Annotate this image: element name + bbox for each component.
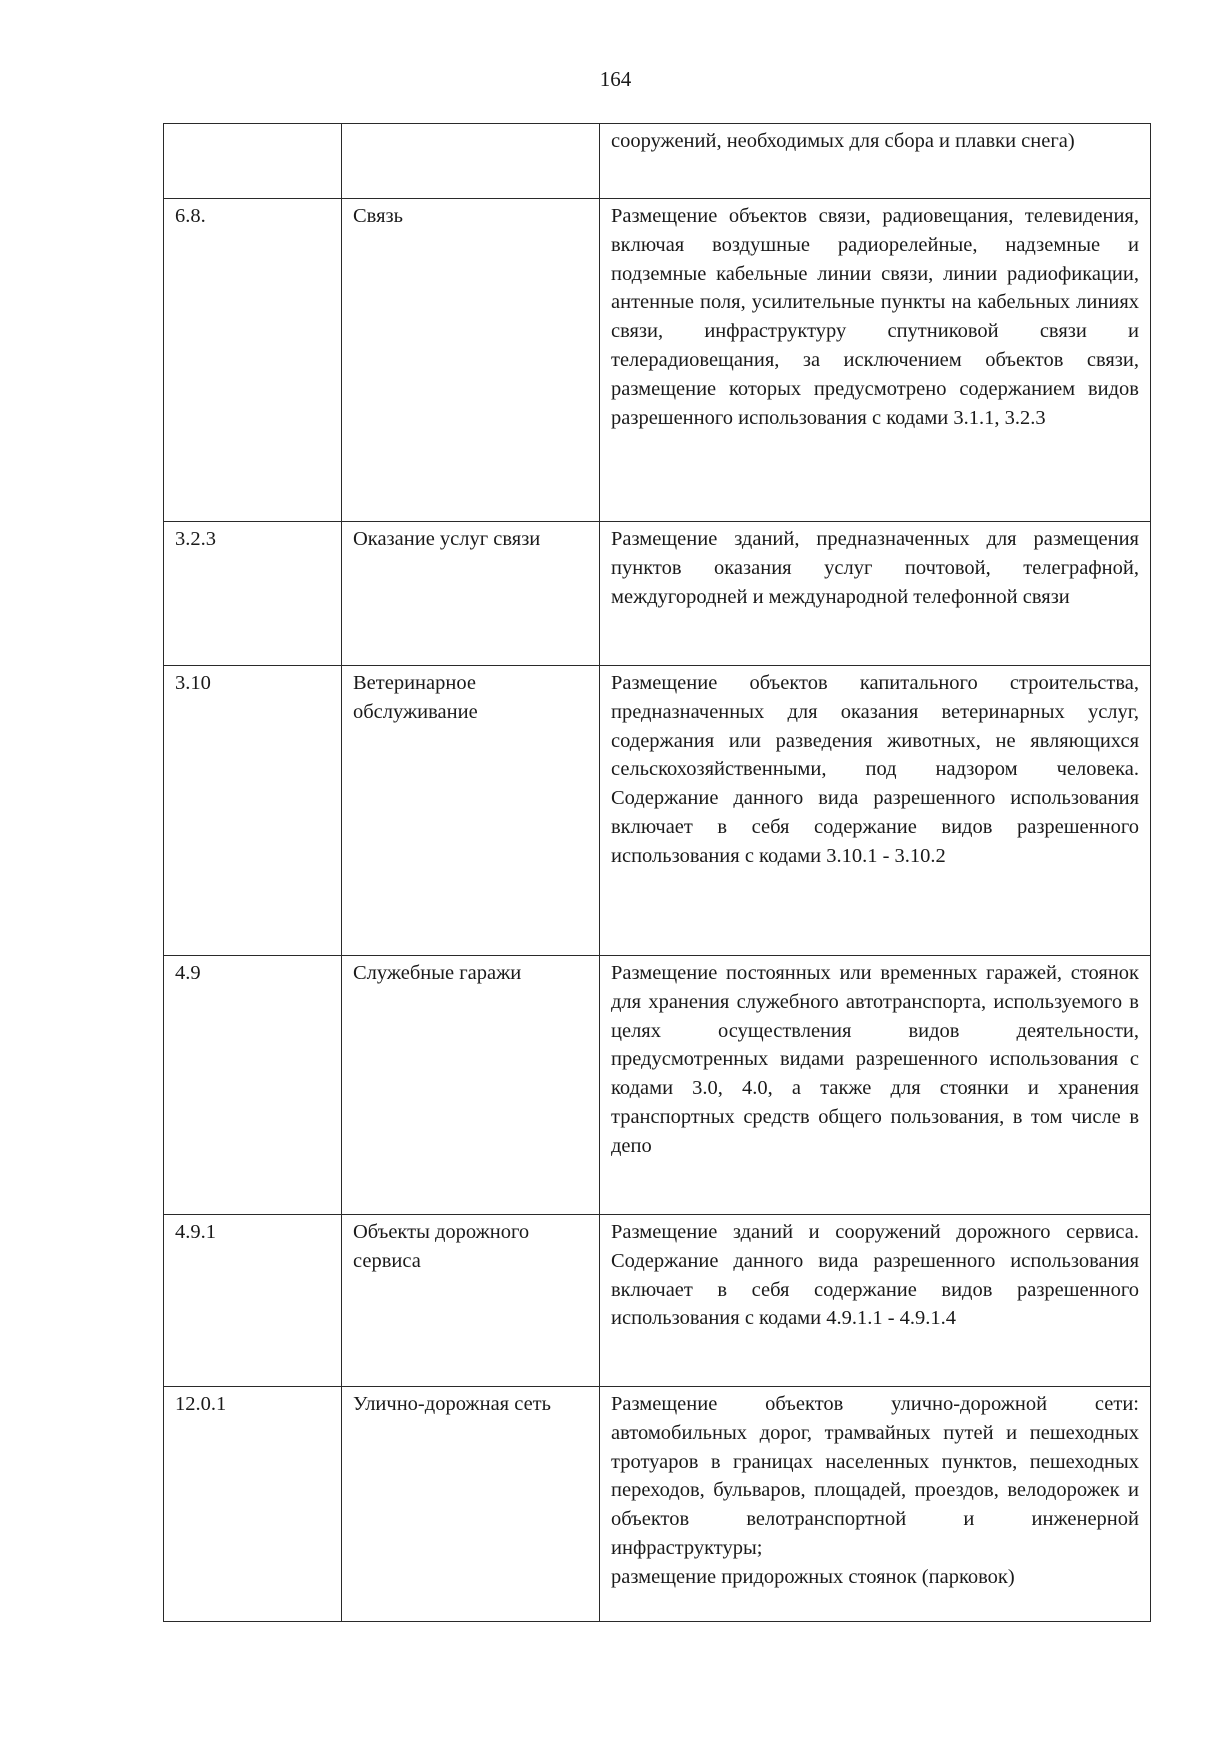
code-cell: 12.0.1 — [164, 1387, 342, 1622]
table-row — [164, 1215, 1151, 1387]
name-cell — [342, 124, 600, 199]
description-text: сооружений, необходимых для сбора и плавки снега) — [611, 130, 1075, 152]
code-cell: 3.2.3 — [164, 522, 342, 666]
name-cell: Служебные гаражи — [342, 956, 600, 1215]
description-cell — [600, 1387, 1151, 1622]
description-cell — [600, 666, 1151, 956]
table-row — [164, 199, 1151, 522]
description-cell — [600, 956, 1151, 1215]
description-cell — [600, 1215, 1151, 1387]
name-cell: Оказание услуг связи — [342, 522, 600, 666]
description-text: Размещение объектов улично-дорожной сети: автомобильных дорог, трамвайных путей и пешеходных тротуаров в границах населенных пунктов, пешеходных переходов, бульваров, площадей, проездов, велодорожек и объектов велотранспортной и инженерной инфраструктуры; — [611, 1393, 1139, 1559]
table-row — [164, 666, 1151, 956]
code-cell: 6.8. — [164, 199, 342, 522]
code-cell — [164, 124, 342, 199]
page-number: 164 — [599, 67, 632, 91]
description-cell — [600, 199, 1151, 522]
description-text: Размещение объектов связи, радиовещания, телевидения, включая воздушные радиорелейные, надземные и подземные кабельные линии связи, линии радиофикации, антенные поля, усилительные пункты на кабельных линиях связи, инфраструктуру спутниковой связи и телерадиовещания, за исключением объектов связи, размещение которых предусмотрено содержанием видов разрешенного использования с кодами 3.1.1, 3.2.3 — [611, 205, 1139, 429]
code-cell: 4.9 — [164, 956, 342, 1215]
description-text: размещение придорожных стоянок (парковок) — [611, 1565, 1015, 1588]
description-cell — [600, 124, 1151, 199]
name-cell: Связь — [342, 199, 600, 522]
description-text: Размещение постоянных или временных гаражей, стоянок для хранения служебного автотранспорта, используемого в целях осуществления видов деятельности, предусмотренных видами разрешенного использования с кодами 3.0, 4.0, а также для стоянки и хранения транспортных средств общего пользования, в том числе в депо — [611, 962, 1139, 1157]
table-row — [164, 522, 1151, 666]
land-use-table — [163, 123, 1151, 1622]
table-row — [164, 124, 1151, 199]
table-row — [164, 1387, 1151, 1622]
name-cell: Объекты дорожного сервиса — [342, 1215, 600, 1387]
table-row — [164, 956, 1151, 1215]
name-cell: Улично-дорожная сеть — [342, 1387, 600, 1622]
code-cell: 3.10 — [164, 666, 342, 956]
description-text: Размещение объектов капитального строительства, предназначенных для оказания ветеринарных услуг, содержания или разведения животных, не являющихся сельскохозяйственными, под надзором человека. Содержание данного вида разрешенного использования включает в себя содержание видов разрешенного использования с кодами 3.10.1 - 3.10.2 — [611, 672, 1139, 867]
description-text: Размещение зданий и сооружений дорожного сервиса. Содержание данного вида разрешенного использования включает в себя содержание видов разрешенного использования с кодами 4.9.1.1 - 4.9.1.4 — [611, 1221, 1139, 1330]
description-text: Размещение зданий, предназначенных для размещения пунктов оказания услуг почтовой, телеграфной, междугородней и международной телефонной связи — [611, 528, 1139, 608]
description-cell — [600, 522, 1151, 666]
code-cell: 4.9.1 — [164, 1215, 342, 1387]
name-cell: Ветеринарное обслуживание — [342, 666, 600, 956]
